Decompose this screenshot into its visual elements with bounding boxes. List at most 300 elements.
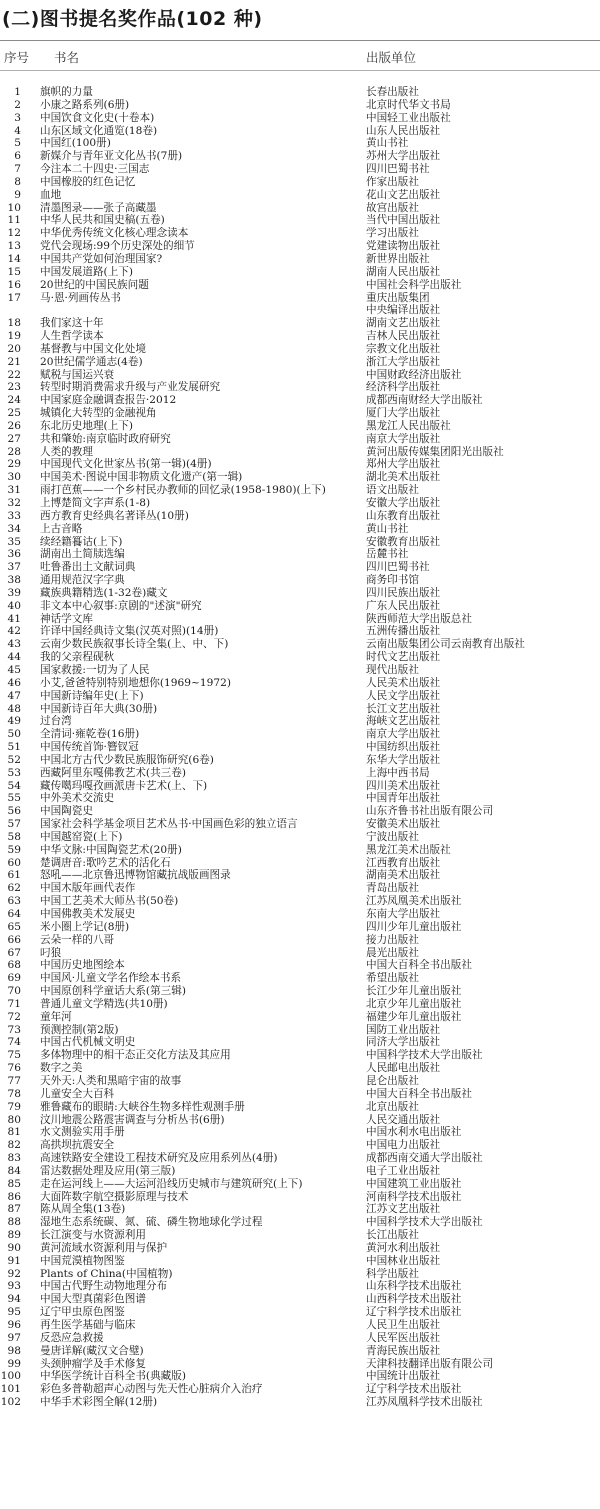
- table-row: [0, 112, 600, 125]
- row-number: 68: [7, 959, 21, 972]
- row-number: 39: [7, 586, 21, 599]
- publisher: [366, 484, 598, 497]
- publisher: [366, 458, 598, 471]
- publisher: [366, 664, 598, 677]
- book-title: 曼唐详解(藏汉文合璧): [40, 1344, 144, 1357]
- book-title: 头颈肿瘤学及手术修复: [40, 1357, 146, 1370]
- publisher-line: 云南出版集团公司云南教育出版社: [366, 638, 525, 651]
- book-title: 中华医学统计百科全书(典藏版): [40, 1370, 186, 1383]
- table-row: [0, 150, 600, 163]
- publisher: [366, 1165, 598, 1178]
- publisher: [366, 1126, 598, 1139]
- publisher-line: 成都西南交通大学出版社: [366, 1152, 483, 1165]
- book-title: 中国北方古代少数民族服饰研究(6卷): [40, 753, 214, 766]
- publisher-line: 作家出版社: [366, 175, 419, 188]
- publisher-line: 语文出版社: [366, 484, 419, 497]
- book-title: 中国工艺美术大师丛书(50卷): [40, 895, 179, 908]
- publisher: [366, 266, 598, 279]
- row-number: 33: [7, 509, 21, 522]
- publisher: [366, 189, 598, 202]
- publisher: [366, 317, 598, 330]
- publisher: [366, 330, 598, 343]
- row-number: 12: [7, 227, 21, 240]
- header-book-title: 书名: [54, 50, 80, 65]
- publisher: [366, 947, 598, 960]
- table-row: [0, 574, 600, 587]
- row-number: 42: [7, 625, 21, 638]
- table-row: [0, 1332, 600, 1345]
- publisher-line: 福建少年儿童出版社: [366, 1010, 462, 1023]
- publisher-line: 中国科学技术大学出版社: [366, 1216, 483, 1229]
- table-row: [0, 125, 600, 138]
- publisher: [366, 1062, 598, 1075]
- book-title: 吐鲁番出土文献词典: [40, 561, 136, 574]
- row-number: 94: [7, 1293, 21, 1306]
- publisher-line: 中国轻工业出版社: [366, 111, 451, 124]
- row-number: 95: [7, 1306, 21, 1319]
- row-number: 6: [14, 150, 21, 163]
- table-row: [0, 561, 600, 574]
- book-title: 中国发展道路(上下): [40, 265, 134, 278]
- table-row: [0, 266, 600, 279]
- row-number: 2: [14, 98, 21, 111]
- row-number: 58: [7, 830, 21, 843]
- publisher-line: 成都西南财经大学出版社: [366, 394, 483, 407]
- publisher: [366, 163, 598, 176]
- book-title: 预测控制(第2版): [40, 1023, 119, 1036]
- publisher: [366, 1242, 598, 1255]
- publisher-line: 人民美术出版社: [366, 676, 441, 689]
- book-title: 中国美术·图说中国非物质文化遗产(第一辑): [40, 471, 243, 484]
- publisher: [366, 407, 598, 420]
- publisher-line: 安徽大学出版社: [366, 497, 441, 509]
- publisher: [366, 625, 598, 638]
- publisher-line: 人民卫生出版社: [366, 1319, 441, 1331]
- publisher-line: 人民文学出版社: [366, 689, 441, 702]
- book-title: 转型时期消费需求升级与产业发展研究: [40, 381, 221, 394]
- publisher: [366, 998, 598, 1011]
- publisher-line: 长江出版社: [366, 1229, 419, 1242]
- top-divider: [0, 40, 600, 41]
- publisher-line: 长江少年儿童出版社: [366, 985, 462, 998]
- book-title: 人生哲学读本: [40, 330, 104, 343]
- table-row: [0, 1049, 600, 1062]
- publisher: [366, 1088, 598, 1101]
- publisher: [366, 99, 598, 112]
- row-number: 54: [7, 779, 21, 792]
- book-title: 上博楚简文字声系(1-8): [40, 497, 151, 509]
- book-title: 中华手术彩图全解(12册): [40, 1396, 158, 1409]
- table-row: [0, 1152, 600, 1165]
- table-row: [0, 934, 600, 947]
- table-row: [0, 1191, 600, 1204]
- publisher-line: 山东人民出版社: [366, 124, 441, 137]
- table-row: [0, 1024, 600, 1037]
- publisher: [366, 1293, 598, 1306]
- row-number: 72: [7, 1010, 21, 1023]
- table-row: [0, 1036, 600, 1049]
- book-title: 中国越窑瓷(上下): [40, 830, 123, 843]
- publisher: [366, 638, 598, 651]
- publisher-line: 岳麓书社: [366, 548, 409, 561]
- table-row: [0, 1345, 600, 1358]
- publisher: [366, 394, 598, 407]
- table-row: [0, 741, 600, 754]
- publisher: [366, 1101, 598, 1114]
- table-row: [0, 1293, 600, 1306]
- table-row: [0, 458, 600, 471]
- publisher-line: 学习出版社: [366, 227, 419, 240]
- book-title: 高拱坝抗震安全: [40, 1139, 115, 1152]
- book-title: 西藏阿里东嘎佛教艺术(共三卷): [40, 766, 186, 779]
- publisher-line: 经济科学出版社: [366, 381, 441, 394]
- publisher-line: 黄山书社: [366, 137, 409, 150]
- row-number: 19: [7, 330, 21, 343]
- row-number: 26: [7, 419, 21, 432]
- publisher: [366, 1024, 598, 1037]
- row-number: 87: [7, 1203, 21, 1216]
- publisher-line: 四川美术出版社: [366, 779, 441, 792]
- publisher: [366, 1036, 598, 1049]
- table-row: [0, 831, 600, 844]
- publisher-line: 中国青年出版社: [366, 792, 441, 805]
- table-row: [0, 1062, 600, 1075]
- publisher-line: 时代文艺出版社: [366, 651, 441, 664]
- publisher: [366, 1319, 598, 1332]
- publisher: [366, 1396, 598, 1409]
- table-row: [0, 959, 600, 972]
- publisher: [366, 1049, 598, 1062]
- publisher: [366, 471, 598, 484]
- book-title: 天外天:人类和黑暗宇宙的故事: [40, 1074, 182, 1087]
- book-title: 清墨图录——张子高藏墨: [40, 201, 157, 214]
- row-number: 8: [14, 175, 21, 188]
- publisher-line: 黄山书社: [366, 522, 409, 535]
- table-row: [0, 1126, 600, 1139]
- publisher-line: 郑州大学出版社: [366, 458, 441, 471]
- publisher: [366, 202, 598, 215]
- book-title: 许译中国经典诗文集(汉英对照)(14册): [40, 625, 219, 638]
- publisher: [366, 818, 598, 831]
- publisher-line: 国防工业出版社: [366, 1023, 441, 1036]
- publisher: [366, 381, 598, 394]
- publisher: [366, 523, 598, 536]
- book-title: 全清词·雍乾卷(16册): [40, 728, 140, 741]
- publisher-line: 现代出版社: [366, 663, 419, 676]
- publisher-line: 党建读物出版社: [366, 240, 441, 253]
- publisher-line: 北京出版社: [366, 1100, 419, 1113]
- publisher: [366, 240, 598, 253]
- table-row: [0, 227, 600, 240]
- row-number: 23: [7, 381, 21, 394]
- book-title: 小艾,爸爸特别特别地想你(1969~1972): [40, 676, 231, 689]
- book-title: 中国现代文化世家丛书(第一辑)(4册): [40, 458, 212, 471]
- row-number: 38: [7, 574, 21, 587]
- publisher: [366, 227, 598, 240]
- book-title: 基督教与中国文化处境: [40, 342, 146, 355]
- table-row: [0, 780, 600, 793]
- row-number: 9: [14, 188, 21, 201]
- publisher: [366, 1216, 598, 1229]
- table-row: [0, 921, 600, 934]
- row-number: 45: [7, 663, 21, 676]
- row-number: 59: [7, 843, 21, 856]
- publisher: [366, 831, 598, 844]
- table-row: [0, 1011, 600, 1024]
- table-row: [0, 587, 600, 600]
- table-row: [0, 651, 600, 664]
- book-title: 中国历史地图绘本: [40, 959, 125, 972]
- book-title: 国家救援:一切为了人民: [40, 663, 150, 676]
- table-row: [0, 613, 600, 626]
- book-title: 中国风·儿童文学名作绘本书系: [40, 972, 182, 985]
- publisher-line: 北京少年儿童出版社: [366, 997, 462, 1010]
- book-title: 过台湾: [40, 715, 72, 728]
- publisher-line: 湖南文艺出版社: [366, 317, 441, 330]
- publisher: [366, 112, 598, 125]
- publisher-line: 中国电力出版社: [366, 1139, 441, 1152]
- row-number: 67: [7, 946, 21, 959]
- row-number: 3: [14, 111, 21, 124]
- row-number: 36: [7, 548, 21, 561]
- publisher-line: 天津科技翻译出版有限公司: [366, 1357, 494, 1370]
- table-row: [0, 317, 600, 330]
- publisher: [366, 433, 598, 446]
- row-number: 88: [7, 1216, 21, 1229]
- row-number: 73: [7, 1023, 21, 1036]
- book-title: 西方教育史经典名著译丛(10册): [40, 509, 189, 522]
- table-row: [0, 407, 600, 420]
- book-title: 中国佛教美术发展史: [40, 908, 136, 920]
- publisher: [366, 536, 598, 549]
- table-row: [0, 728, 600, 741]
- publisher: [366, 1011, 598, 1024]
- book-title: 中外美术交流史: [40, 792, 115, 805]
- publisher-line: 北京时代华文书局: [366, 98, 451, 111]
- table-row: [0, 869, 600, 882]
- table-row: [0, 536, 600, 549]
- book-title: 续经籍籑诂(上下): [40, 535, 123, 548]
- book-title: 反恐应急救援: [40, 1331, 104, 1344]
- header-divider: [0, 70, 600, 71]
- row-number: 56: [7, 805, 21, 818]
- table-row: [0, 523, 600, 536]
- book-title: 20世纪儒学通志(4卷): [40, 355, 143, 368]
- publisher-line: 安徽教育出版社: [366, 535, 441, 548]
- book-title: 中国橡胶的红色记忆: [40, 175, 136, 188]
- row-number: 100: [0, 1370, 21, 1383]
- table-row: [0, 189, 600, 202]
- publisher-line: 宁波出版社: [366, 830, 419, 843]
- publisher: [366, 703, 598, 716]
- row-number: 102: [0, 1396, 21, 1409]
- publisher: [366, 548, 598, 561]
- table-row: [0, 664, 600, 677]
- row-number: 28: [7, 445, 21, 458]
- book-title: 城镇化大转型的金融视角: [40, 407, 157, 420]
- publisher-line: 广东人民出版社: [366, 599, 441, 612]
- table-row: [0, 202, 600, 215]
- publisher-line: 中国林业出版社: [366, 1254, 441, 1267]
- row-number: 29: [7, 458, 21, 471]
- publisher-line: 长江文艺出版社: [366, 702, 441, 715]
- row-number: 11: [7, 214, 21, 227]
- publisher-line: 海峡文艺出版社: [366, 715, 441, 728]
- table-row: [0, 1396, 600, 1409]
- row-number: 97: [7, 1331, 21, 1344]
- row-number: 86: [7, 1190, 21, 1203]
- publisher-line: 晨光出版社: [366, 946, 419, 959]
- row-number: 34: [7, 522, 21, 535]
- book-title: 大面阵数字航空摄影原理与技术: [40, 1190, 189, 1203]
- row-number: 16: [7, 278, 21, 291]
- table-row: [0, 1242, 600, 1255]
- row-number: 99: [7, 1357, 21, 1370]
- row-number: 10: [7, 201, 21, 214]
- publisher: [366, 150, 598, 163]
- row-number: 71: [7, 997, 21, 1010]
- book-title: 血地: [40, 188, 62, 201]
- publisher: [366, 715, 598, 728]
- book-title: 水文测验实用手册: [40, 1126, 125, 1139]
- book-title: 米小圈上学记(8册): [40, 920, 130, 933]
- row-number: 24: [7, 394, 21, 407]
- table-row: [0, 99, 600, 112]
- book-title: 新媒介与青年亚文化丛书(7册): [40, 150, 183, 163]
- row-number: 81: [7, 1126, 21, 1139]
- row-number: 44: [7, 651, 21, 664]
- publisher-line: 东华大学出版社: [366, 753, 441, 766]
- publisher: [366, 741, 598, 754]
- table-row: [0, 690, 600, 703]
- book-title: 藏族典籍精选(1-32卷)藏文: [40, 586, 168, 599]
- book-title: 中国原创科学童话大系(第三辑): [40, 985, 186, 998]
- book-title: 国家社会科学基金项目艺术丛书·中国画色彩的独立语言: [40, 818, 298, 831]
- header-publisher: 出版单位: [366, 50, 417, 65]
- publisher: [366, 921, 598, 934]
- row-number: 91: [7, 1254, 21, 1267]
- table-row: [0, 1268, 600, 1281]
- row-number: 49: [7, 715, 21, 728]
- table-row: [0, 1139, 600, 1152]
- publisher: [366, 279, 598, 292]
- publisher: [366, 369, 598, 382]
- table-row: [0, 420, 600, 433]
- publisher-line: 同济大学出版社: [366, 1036, 441, 1049]
- publisher-line: 四川巴蜀书社: [366, 163, 430, 176]
- publisher: [366, 780, 598, 793]
- book-title: 彩色多普勒超声心动图与先天性心脏病介入治疗: [40, 1383, 263, 1396]
- row-number: 37: [7, 561, 21, 574]
- publisher-line: 青海民族出版社: [366, 1344, 441, 1357]
- row-number: 50: [7, 728, 21, 741]
- row-number: 70: [7, 985, 21, 998]
- row-number: 20: [7, 342, 21, 355]
- book-title: 中国饮食文化史(十卷本): [40, 111, 155, 124]
- table-row: [0, 985, 600, 998]
- publisher: [366, 1203, 598, 1216]
- table-row: [0, 1114, 600, 1127]
- table-row: [0, 497, 600, 510]
- row-number: 35: [7, 535, 21, 548]
- row-number: 18: [7, 317, 21, 330]
- book-title: 我的父亲程砚秋: [40, 651, 115, 664]
- publisher-line: 科学出版社: [366, 1267, 419, 1280]
- publisher-line: 故宫出版社: [366, 201, 419, 214]
- publisher: [366, 1191, 598, 1204]
- publisher-line: 电子工业出版社: [366, 1164, 441, 1177]
- table-row: [0, 176, 600, 189]
- publisher-line: 厦门大学出版社: [366, 407, 441, 420]
- publisher-line: 重庆出版集团: [366, 291, 430, 304]
- book-title: 中国大型真菌彩色图谱: [40, 1293, 146, 1306]
- book-title: 辽宁甲虫原色图鉴: [40, 1306, 125, 1319]
- table-row: [0, 625, 600, 638]
- row-number: 41: [7, 612, 21, 625]
- publisher-line: 人民邮电出版社: [366, 1062, 441, 1075]
- publisher: [366, 292, 598, 318]
- table-row: [0, 947, 600, 960]
- publisher: [366, 651, 598, 664]
- publisher-line: 江西教育出版社: [366, 856, 441, 869]
- row-number: 96: [7, 1319, 21, 1331]
- row-number: 83: [7, 1152, 21, 1165]
- table-row: [0, 882, 600, 895]
- publisher: [366, 86, 598, 99]
- book-title: 中国家庭金融调查报告·2012: [40, 394, 177, 407]
- table-row: [0, 1383, 600, 1396]
- book-list: [0, 86, 600, 1409]
- publisher-line: 黄河水利出版社: [366, 1241, 441, 1254]
- publisher-line: 南京大学出版社: [366, 728, 441, 741]
- publisher-line: 长春出版社: [366, 86, 419, 98]
- table-row: [0, 510, 600, 523]
- row-number: 74: [7, 1036, 21, 1049]
- book-title: 旗帜的力量: [40, 86, 93, 98]
- book-title: 雨打芭蕉——一个乡村民办教师的回忆录(1958-1980)(上下): [40, 484, 326, 497]
- publisher: [366, 934, 598, 947]
- row-number: 69: [7, 972, 21, 985]
- publisher: [366, 844, 598, 857]
- publisher-line: 吉林人民出版社: [366, 330, 441, 343]
- table-row: [0, 1101, 600, 1114]
- publisher-line: 山东科学技术出版社: [366, 1280, 462, 1293]
- publisher-line: 江苏文艺出版社: [366, 1203, 441, 1216]
- book-title: 普通儿童文学精选(共10册): [40, 997, 168, 1010]
- book-title: 中国古代野生动物地理分布: [40, 1280, 168, 1293]
- book-title: 多体物理中的相干态正交化方法及其应用: [40, 1049, 231, 1062]
- row-number: 78: [7, 1087, 21, 1100]
- table-row: [0, 1088, 600, 1101]
- book-title: 人类的教理: [40, 445, 93, 458]
- row-number: 76: [7, 1062, 21, 1075]
- publisher: [366, 1370, 598, 1383]
- publisher-line: 中央编译出版社: [366, 304, 441, 317]
- publisher: [366, 1152, 598, 1165]
- book-title: 中华人民共和国史稿(五卷): [40, 214, 165, 227]
- publisher: [366, 613, 598, 626]
- row-number: 77: [7, 1074, 21, 1087]
- row-number: 4: [14, 124, 21, 137]
- publisher-line: 山东齐鲁书社出版有限公司: [366, 805, 494, 818]
- book-title: 叼狼: [40, 946, 62, 959]
- book-title: 中国木版年画代表作: [40, 882, 136, 895]
- book-title: 云南少数民族叙事长诗全集(上、中、下): [40, 638, 229, 651]
- table-row: [0, 1229, 600, 1242]
- publisher: [366, 1383, 598, 1396]
- book-title: 通用规范汉字字典: [40, 574, 125, 587]
- publisher: [366, 125, 598, 138]
